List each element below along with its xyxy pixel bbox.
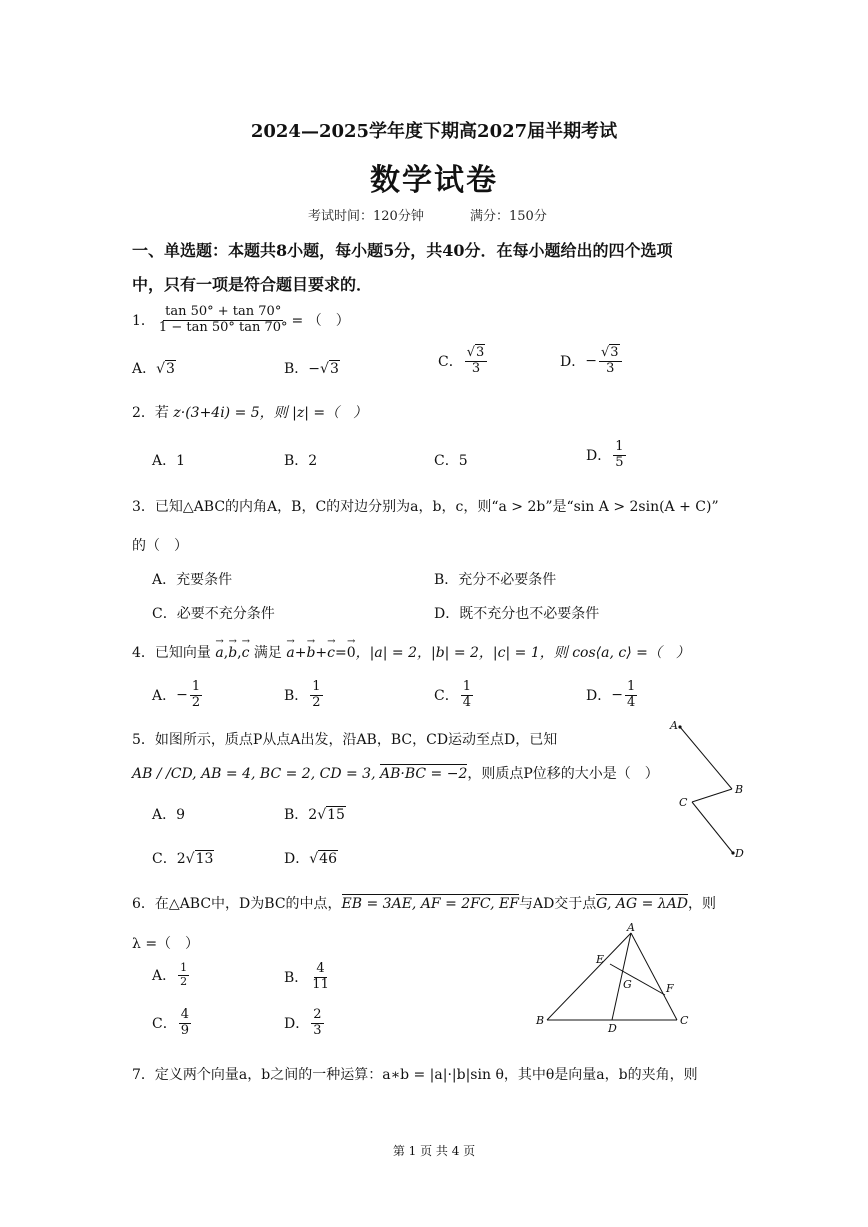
q3-stem-line2: 的（ ） <box>132 538 188 554</box>
q5-option-d: D．√46 <box>284 851 337 867</box>
q4-option-a: A． − $\frac{1}{2}$ <box>152 679 201 710</box>
q2-option-d: D． $\frac{1}{5}$ <box>586 439 624 470</box>
q6-label-f: F <box>666 982 674 995</box>
q1-option-d: D． − $\frac{√3}{3}$ <box>560 346 624 377</box>
q6-stem-line1: 6．在△ABC中，D为BC的中点，EB = 3AE, AF = 2FC, EF与AD交于点G, AG = λAD，则 <box>132 896 717 912</box>
q6-option-c: C． $\frac{4}{9}$ <box>152 1007 189 1038</box>
q6-option-b: B． $\frac{4}{11}$ <box>284 961 329 992</box>
q6-triangle-figure <box>530 920 710 1035</box>
q6-stem-line2: λ =（ ） <box>132 936 200 952</box>
q5-label-b: B <box>735 783 744 796</box>
exam-time: 考试时间：120分钟 <box>308 209 424 224</box>
q5-label-a: A <box>670 719 678 732</box>
exam-score: 满分：150分 <box>470 209 547 224</box>
q5-path-figure <box>665 715 755 865</box>
exam-title: 2024—2025学年度下期高2027届半期考试 <box>250 121 618 142</box>
q1-option-c: C． $\frac{√3}{3}$ <box>438 346 489 377</box>
q6-label-g: G <box>623 978 632 991</box>
q1-option-a: A．√3 <box>132 361 175 377</box>
q1-denominator: 1 − tan 50° tan 70° <box>158 319 288 335</box>
q7-stem: 7．定义两个向量a，b之间的一种运算：a∗b = |a|·|b|sin θ，其中θ是向量a，b的夹角，则 <box>132 1067 698 1083</box>
q2-option-c: C．5 <box>434 453 468 469</box>
q6-option-a: A． $\frac{1}{2}$ <box>152 961 188 988</box>
q5-option-c: C．2√13 <box>152 851 214 867</box>
q3-option-d: D．既不充分也不必要条件 <box>434 606 600 622</box>
q6-option-d: D． $\frac{2}{3}$ <box>284 1007 322 1038</box>
q5-option-a: A．9 <box>152 807 186 823</box>
q4-option-d: D． − $\frac{1}{4}$ <box>586 679 636 710</box>
q4-option-b: B． $\frac{1}{2}$ <box>284 679 321 710</box>
q5-label-c: C <box>679 796 688 809</box>
q4-stem: 4．已知向量 → a,→ b,→ c 满足 → a+→ b+→ c=→ 0，|a| = 2，|b| = 2，|c| = 1，则 cos⟨a, c⟩ =（ ） <box>132 642 690 662</box>
q3-option-a: A．充要条件 <box>152 572 233 588</box>
q6-label-c: C <box>680 1014 689 1027</box>
q3-stem-line1: 3．已知△ABC的内角A，B，C的对边分别为a，b，c，则“a > 2b”是“sin A > 2sin(A + C)” <box>132 499 719 515</box>
section-title-line1: 一、单选题：本题共8小题，每小题5分，共40分．在每小题给出的四个选项 <box>132 241 673 260</box>
q2-option-b: B．2 <box>284 453 318 469</box>
q6-label-b: B <box>536 1014 545 1027</box>
q5-stem-line2: AB / /CD, AB = 4, BC = 2, CD = 3, AB·BC = −2，则质点P位移的大小是（ ） <box>132 766 659 782</box>
q5-option-b: B．2√15 <box>284 807 345 823</box>
subject-title: 数学试卷 <box>370 163 498 198</box>
q1-stem <box>132 305 350 336</box>
q2-stem: 2．若 z·(3+4i) = 5，则 |z| =（ ） <box>132 405 368 421</box>
q1-numerator: tan 50° + tan 70° <box>165 304 282 319</box>
q6-label-a: A <box>627 921 635 934</box>
q2-option-a: A．1 <box>152 453 186 469</box>
q6-label-d: D <box>608 1022 617 1035</box>
q3-option-c: C．必要不充分条件 <box>152 606 275 622</box>
page-footer: 第 1 页 共 4 页 <box>392 1144 476 1158</box>
q1-option-b: B．−√3 <box>284 361 339 377</box>
q1-fraction <box>157 305 290 336</box>
q6-label-e: E <box>596 953 605 966</box>
q1-number: 1． <box>132 313 155 330</box>
q5-stem-line1: 5．如图所示，质点P从点A出发，沿AB，BC，CD运动至点D，已知 <box>132 732 558 748</box>
q1-tail: = （ ） <box>291 313 350 330</box>
q3-option-b: B．充分不必要条件 <box>434 572 557 588</box>
section-title-line2: 中，只有一项是符合题目要求的． <box>132 275 373 294</box>
q4-option-c: C． $\frac{1}{4}$ <box>434 679 471 710</box>
q5-label-d: D <box>735 847 744 860</box>
